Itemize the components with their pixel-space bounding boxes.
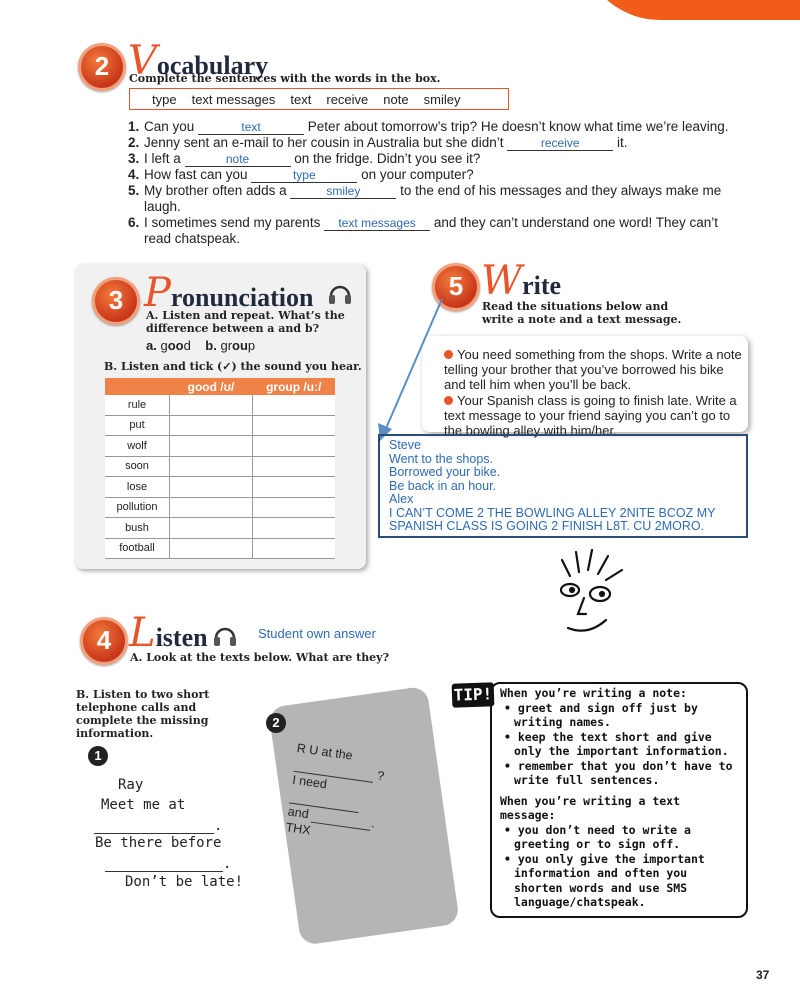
question-2: 2. Jenny sent an e-mail to her cousin in Australia but she didn’t receive it.	[128, 135, 628, 150]
vocabulary-questions	[128, 119, 738, 247]
answer-blank[interactable]: smiley	[290, 185, 396, 199]
answer-blank[interactable]: receive	[507, 137, 613, 151]
phone-text: R U at the ? I need and . THX	[284, 740, 386, 838]
tick-cell[interactable]	[253, 456, 336, 477]
tick-cell[interactable]	[170, 497, 253, 518]
tip-heading: When you’re writing a text message:	[500, 793, 681, 822]
question-4: 4. How fast can you type on your computer?	[128, 167, 474, 182]
note-1-line: Be there before	[95, 835, 222, 851]
tick-cell[interactable]	[170, 415, 253, 436]
word-box-item: smiley	[423, 91, 461, 107]
listen-answer-note: Student own answer	[258, 626, 376, 641]
word-box	[129, 88, 509, 110]
column-header-group: group /uː/	[253, 378, 336, 395]
tick-cell[interactable]	[170, 518, 253, 539]
word-box-item: text messages	[191, 91, 276, 107]
headphones-icon[interactable]	[212, 623, 238, 647]
vocabulary-instruction: Complete the sentences with the words in the box.	[129, 72, 441, 85]
note-blank[interactable]	[105, 858, 223, 872]
face-doodle-icon	[548, 548, 630, 642]
word-box-item: note	[383, 91, 409, 107]
tick-cell[interactable]	[253, 497, 336, 518]
answer-blank[interactable]: type	[251, 169, 357, 183]
tip-item: • greet and sign off just by writing names.	[504, 700, 698, 729]
note-1-line: Don’t be late!	[125, 874, 244, 890]
section-number-vocabulary: 2	[78, 43, 126, 91]
word-box-item: type	[152, 91, 177, 107]
table-row: put	[105, 415, 335, 436]
table-corner	[105, 378, 170, 395]
tick-cell[interactable]	[170, 456, 253, 477]
tip-item: • keep the text short and give only the important information.	[504, 729, 729, 758]
tip-item: • you don’t need to write a greeting or to sign off.	[504, 822, 691, 851]
pronunciation-title: Pronunciation	[144, 270, 314, 316]
table-row: rule	[105, 395, 335, 415]
listen-title: Listen	[129, 610, 208, 656]
table-row: football	[105, 538, 335, 559]
answer-blank[interactable]: text	[198, 121, 304, 135]
table-row: bush	[105, 518, 335, 539]
note-1-number: 1	[88, 746, 108, 766]
phone-number: 2	[266, 713, 286, 733]
listen-instruction-b: B. Listen to two short telephone calls and complete the missing information.	[76, 688, 210, 740]
tick-cell[interactable]	[170, 436, 253, 457]
tick-cell[interactable]	[170, 395, 253, 415]
note-blank[interactable]	[94, 820, 214, 834]
answer-blank[interactable]: text messages	[324, 217, 430, 231]
table-row: soon	[105, 456, 335, 477]
tick-cell[interactable]	[253, 395, 336, 415]
tip-label: TIP!	[452, 682, 495, 707]
pronunciation-examples: a. good b. group	[146, 338, 256, 353]
tick-cell[interactable]	[170, 477, 253, 498]
tip-item: • remember that you don’t have to write full sentences.	[504, 758, 733, 787]
section-number-write: 5	[432, 263, 480, 311]
tick-cell[interactable]	[253, 415, 336, 436]
answer-blank[interactable]: note	[185, 153, 291, 167]
note-1-line: .	[94, 818, 222, 834]
section-number-listen: 4	[80, 617, 128, 665]
arrow-icon	[372, 295, 452, 445]
word-box-item: text	[290, 91, 312, 107]
column-header-good: good /ʊ/	[170, 378, 253, 395]
table-row: wolf	[105, 436, 335, 457]
situation-2: Your Spanish class is going to finish late. Write a text message to your friend saying you can’t go to the bowling alley with him/her.	[444, 393, 737, 438]
note-1-line: Ray	[118, 777, 144, 793]
table-row: lose	[105, 477, 335, 498]
write-answer-box[interactable]: Steve Went to the shops. Borrowed your bike. Be back in an hour. Alex I CAN’T COME 2 THE BOWLING ALLEY 2NITE BCOZ MY SPANISH CLASS IS GOING 2 FINISH L8T. CU 2MORO.	[378, 434, 748, 538]
tick-cell[interactable]	[253, 538, 336, 559]
tick-cell[interactable]	[170, 538, 253, 559]
pronunciation-instruction-a: A. Listen and repeat. What’s the difference between a and b?	[146, 309, 345, 335]
corner-decoration	[580, 0, 800, 20]
question-5: 5. My brother often adds a smiley to the end of his messages and they always make me laugh.	[128, 183, 722, 214]
question-3: 3. I left a note on the fridge. Didn’t you see it?	[128, 151, 481, 166]
word-box-item: receive	[326, 91, 369, 107]
table-row: pollution	[105, 497, 335, 518]
tick-cell[interactable]	[253, 518, 336, 539]
headphones-icon[interactable]	[327, 281, 353, 305]
tip-item: • you only give the important information and often you shorten words and use SMS language/chatspeak.	[504, 851, 705, 909]
vocabulary-title: Vocabulary	[128, 38, 269, 84]
pronunciation-instruction-b: B. Listen and tick (✓) the sound you hear.	[104, 360, 362, 373]
listen-instruction-a: A. Look at the texts below. What are they?	[130, 651, 390, 664]
note-1-line: .	[105, 856, 231, 872]
write-title: Write	[481, 258, 562, 304]
tip-heading: When you’re writing a note:	[500, 686, 687, 700]
situation-1: You need something from the shops. Write a note telling your brother that you’ve borrowed his bike and tell him when you’ll be back.	[444, 347, 742, 392]
tip-content	[500, 686, 736, 910]
page-number: 37	[756, 968, 770, 982]
question-6: 6. I sometimes send my parents text messages and they can’t understand one word! They can’t read chatspeak.	[128, 215, 719, 246]
question-1: 1. Can you text Peter about tomorrow’s trip? He doesn’t know what time we’re leaving.	[128, 119, 729, 134]
pronunciation-table	[105, 378, 335, 559]
write-instruction: Read the situations below and write a note and a text message.	[482, 300, 682, 326]
tick-cell[interactable]	[253, 477, 336, 498]
tick-cell[interactable]	[253, 436, 336, 457]
note-1-line: Meet me at	[101, 797, 186, 813]
section-number-pronunciation: 3	[92, 277, 140, 325]
